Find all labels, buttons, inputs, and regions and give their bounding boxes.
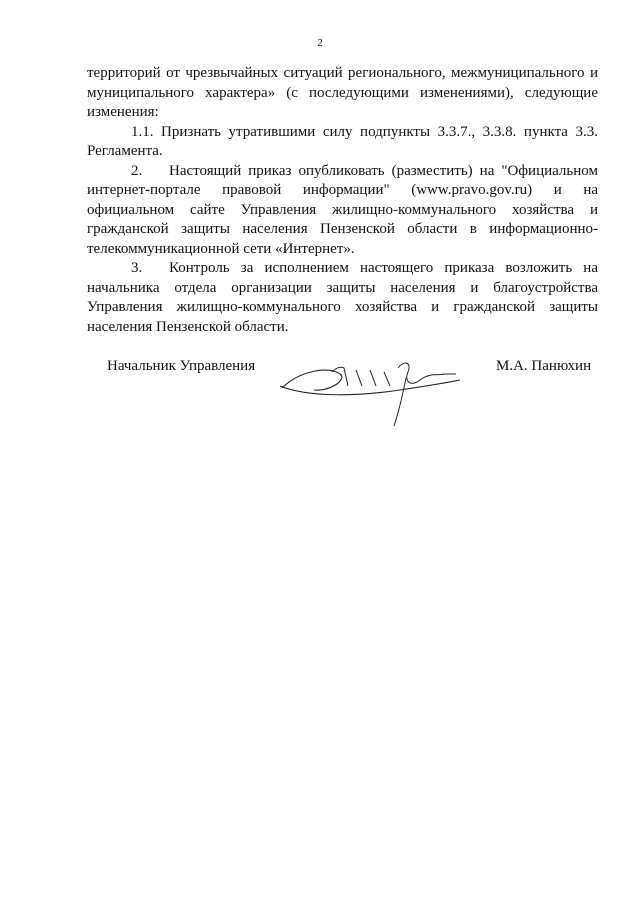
page-number: 2 (317, 37, 323, 49)
item-3-number: 3. (131, 260, 143, 276)
document-body (87, 64, 598, 337)
item-2-paragraph (87, 162, 598, 260)
signer-title: Начальник Управления (107, 358, 256, 374)
signer-name: М.А. Панюхин (496, 358, 592, 374)
item-2-text: Настоящий приказ опубликовать (разместить) на "Официальном интернет-портале правовой информации" (www.pravo.gov.ru) и на официальном сайте Управления жилищно-коммунального хозяйства и гражданской защиты населения Пензенской области в информационно-телекоммуникационной сети «Интернет». (87, 162, 598, 257)
item-3-text: Контроль за исполнением настоящего приказа возложить на начальника отдела организации защиты населения и благоустройства Управления жилищно-коммунального хозяйства и гражданской защиты населения Пензенской области. (87, 260, 598, 335)
handwritten-signature (270, 340, 470, 430)
item-3-paragraph (87, 259, 598, 337)
item-2-number: 2. (131, 162, 143, 179)
intro-paragraph: территорий от чрезвычайных ситуаций регионального, межмуниципального и муниципального характера» (с последующими изменениями), следующие изменения: (87, 65, 598, 120)
signature-block (0, 340, 640, 430)
item-1-1-paragraph: 1.1. Признать утратившими силу подпункты 3.3.7., 3.3.8. пункта 3.3. Регламента. (87, 123, 598, 159)
